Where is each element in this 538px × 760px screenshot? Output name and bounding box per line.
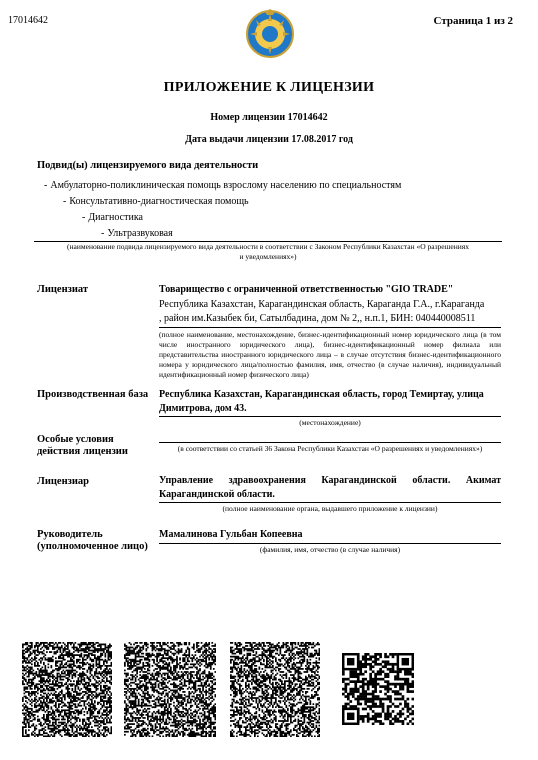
licensor-name: Управление здравоохранения Карагандинской области. Акимат Карагандинской области.	[159, 475, 501, 500]
licensee-label: Лицензиат	[37, 284, 89, 295]
activity-heading: Подвид(ы) лицензируемого вида деятельности	[37, 160, 259, 171]
production-base-address: Республика Казахстан, Карагандинская область, город Темиртау, улица Димитрова, дом 43.	[159, 389, 484, 414]
licensee-note: (полное наименование, местонахождение, бизнес-идентификационный номер юридического лица (в том числе иностранного юридического лица), бизнес-идентификационный номер филиала или представительства иностранного юридического лица – в случае отсутствия бизнес-идентификационного номера у юридического лица/полностью фамилия, имя, отчество (в случае наличия), индивидуальный идентификационный номер физического лица)	[159, 330, 501, 379]
qr-code-icon	[342, 653, 414, 725]
divider	[159, 502, 501, 503]
barcode-icon	[230, 642, 320, 737]
divider	[159, 327, 501, 328]
production-base-label: Производственная база	[37, 389, 149, 400]
document-title: ПРИЛОЖЕНИЕ К ЛИЦЕНЗИИ	[163, 80, 375, 95]
activity-item: - Диагностика	[82, 212, 143, 223]
activity-item: - Амбулаторно-поликлиническая помощь взрослому населению по специальностям	[44, 180, 402, 191]
state-emblem-icon	[245, 9, 295, 59]
activity-caption: (наименование подвида лицензируемого вида деятельности в соответствии с Законом Республики Казахстан «О разрешениях и уведомлениях»)	[67, 242, 469, 261]
licensor-label: Лицензиар	[37, 476, 89, 487]
head-note: (фамилия, имя, отчество (в случае наличия)	[259, 545, 401, 554]
page-indicator: Страница 1 из 2	[433, 15, 513, 27]
special-conditions-note: (в соответствии со статьей 36 Закона Республики Казахстан «О разрешениях и уведомлениях»)	[177, 444, 483, 453]
divider	[159, 543, 501, 544]
document-number: 17014642	[8, 15, 48, 26]
barcode-icon	[22, 642, 112, 737]
head-label: Руководитель (уполномоченное лицо)	[37, 529, 148, 552]
license-issue-date: Дата выдачи лицензии 17.08.2017 год	[185, 134, 353, 145]
licensee-name: Товарищество с ограниченной ответственностью "GIO TRADE"	[159, 284, 454, 295]
licensee-address: Республика Казахстан, Карагандинская область, Караганда Г.А., г.Караганда , район им.Казыбек би, Сатылбадина, дом № 2,, н.п.1, БИН: 040440008511	[159, 299, 485, 324]
divider	[159, 416, 501, 417]
barcode-icon	[124, 642, 216, 737]
divider	[159, 442, 501, 443]
activity-item: - Консультативно-диагностическая помощь	[63, 196, 249, 207]
licensor-note: (полное наименование органа, выдавшего приложение к лицензии)	[222, 504, 438, 513]
head-name: Мамалинова Гульбан Копеевна	[159, 529, 303, 540]
special-conditions-label: Особые условия действия лицензии	[37, 434, 128, 457]
license-number: Номер лицензии 17014642	[210, 112, 328, 123]
activity-item: - Ультразвуковая	[101, 228, 173, 239]
production-base-note: (местонахождение)	[299, 418, 361, 427]
